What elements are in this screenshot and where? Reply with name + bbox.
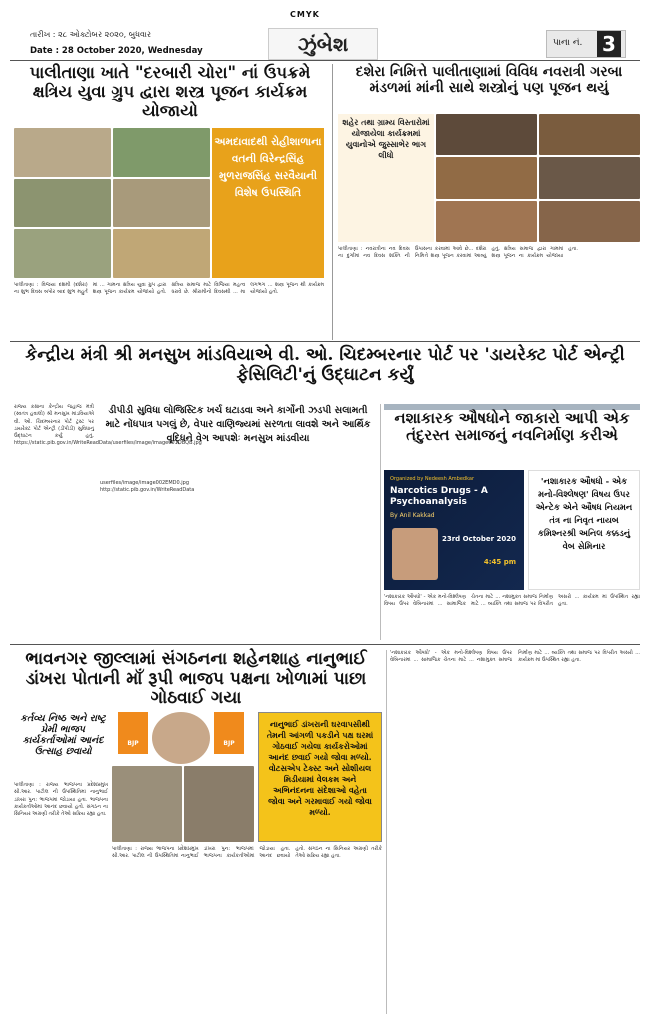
section-divider xyxy=(10,341,640,342)
story4-body-continued: 'નશાકારક ઔષધો' - એક મનો-વિશ્લેષણ વિષય ઉપર વેબિનારમાં ... સામાજિક ચેતના માટે ... નશામુક્ત સમાજ નિર્માણ માટે ... વ્યક્તિ તથા સમાજ પર વિપરીત અસરો ... કાર્યક્રમ માં ઉપસ્થિત રહ્યા હતા. xyxy=(390,650,640,664)
story2-side-panel xyxy=(338,114,434,242)
photo xyxy=(113,229,210,278)
story4-side-box: 'નશાકારક ઔષધો - એક મનો-વિશ્લેષણ' વિષય ઉપર એન્ટેક એને ઔષધ નિયમન તંત્ર ના નિવૃત નાયબ કમિશ્નરશ્રી અનિલ કક્કડનું વેબ સેમિનાર xyxy=(528,470,640,590)
photo xyxy=(112,766,182,842)
story5-quote: નાનુભાઈ ડાંખરાની ઘરવાપસીથી તેમની આંગળી પકડીને પક્ષ ઘરમાં ગોઠવાઈ ગયેલા કાર્યકરોઓમાં આનંદ છવાઈ ગયો જોવા મળ્યો. વોટસએપ ટેક્સ્ટ અને સોશીયલ મિડીયામાં વેલકમ અને અભિનંદનના સંદેશાઓ વહેતા જોવા અને ગરમાવાઈ ગયો જોવા મળ્યો. xyxy=(258,712,382,842)
photo xyxy=(14,179,111,228)
date-gujarati: તારીખ : ૨૮ ઓક્ટોબર ૨૦૨૦, બુધવાર xyxy=(30,30,152,39)
story3-body-col1: રાજ્ય કક્ષાના કેન્દ્રીય જહાજ મંત્રી (સ્વતંત્ર હવાલો) શ્રી મનસુખ માંડવિયાએ વી. ઓ. ચિદમ્બરનાર પોર્ટ ટ્રસ્ટ પર ડાયરેક્ટ પોર્ટ એન્ટ્રી (ડીપીડી) સુવિધાનું ઉદ્ઘાટન કર્યું હતું. https://static.pib.gov.in/WriteReadData/userfiles/image/image001OBQB.jpg xyxy=(14,404,202,447)
photo xyxy=(436,157,537,198)
page-number-box xyxy=(546,30,626,58)
date-english: Date : 28 October 2020, Wednesday xyxy=(30,46,203,56)
photo xyxy=(539,201,640,242)
photo xyxy=(436,201,537,242)
column-divider xyxy=(332,64,333,340)
story1-highlight-box: અમદાવાદથી રોહીશાળાના વતની વિરેન્દ્રસિંહ મુળરાજસિંહ સરવૈયાની વિશેષ ઉપસ્થિતિ xyxy=(212,128,324,278)
story1-photo-grid xyxy=(14,128,210,278)
story2-subhead: શહેર તથા ગ્રામ્ય વિસ્તારોમાં યોજાયેલા કાર્યક્રમમાં યુવાનોએ જુસ્સાભેર ભાગ લીધો xyxy=(342,117,430,160)
cmyk-mark: CMYK xyxy=(290,10,320,19)
photo xyxy=(539,114,640,155)
story2-body: પાલીતાણા : નવરાત્રીના નવ દિવસ ના દુર્ગામાં નવ દિવસ શક્તિ ની ઉપાસના કરવામાં આવે છે... દશેરા નિમિત્તે શસ્ત્ર પૂજન કરવામાં આવ્યું હતું. ક્ષત્રિય સમાજ દ્વારા ગામમાં શસ્ત્ર પૂજન ના કાર્યક્રમ યોજાયા હતા. xyxy=(338,246,578,260)
poster-speaker: By Anil Kakkad xyxy=(390,512,435,519)
newspaper-logo: ઝુંબેશ xyxy=(268,28,378,60)
masthead xyxy=(0,0,650,60)
story5-side-title: કર્તવ્ય નિષ્ઠ અને રાષ્ટ્ર પ્રેમી ભાજપ કાર્યકર્તાઓમાં આનંદ ઉત્સાહ છવાયો xyxy=(20,713,106,757)
leader-portrait xyxy=(152,712,210,764)
photo xyxy=(539,157,640,198)
poster-organizer: Organized by Nedeesh Ambedkar xyxy=(390,476,475,482)
webinar-poster xyxy=(384,470,524,590)
photo xyxy=(184,766,254,842)
poster-title: Narcotics Drugs - A Psychoanalysis xyxy=(390,486,488,507)
story4-headline: નશાકારક ઔષધોને જાકારો આપી એક તંદુરસ્ત સમાજનું નવનિર્માણ કરીએ xyxy=(384,410,640,466)
page-label: પાના નં. xyxy=(553,38,583,48)
story5-headline: ભાવનગર જીલ્લામાં સંગઠનના શહેનશાહ નાનુભાઈ ડાંખરા પોતાની માઁ રૂપી ભાજપ પક્ષના ખોળામાં પાછા ગોઠવાઈ ગયા xyxy=(25,649,367,709)
story3-headline: કેન્દ્રીય મંત્રી શ્રી મનસુખ માંડવિયાએ વી. ઓ. ચિદમ્બરનાર પોર્ટ પર 'ડાયરેક્ટ પોર્ટ એન્ટ્રી ફેસિલિટી'નું ઉદ્ઘાટન કર્યું xyxy=(25,345,625,385)
photo xyxy=(14,229,111,278)
story3-url[interactable]: http://static.pib.gov.in/WriteReadData xyxy=(100,487,195,494)
story2-headline: દશેરા નિમિત્તે પાલીતાણામાં વિવિધ નવરાત્રી ગરબા મંડળમાં માંની સાથે શસ્ત્રોનું પણ પૂજન થયું xyxy=(355,64,623,97)
poster-time: 4:45 pm xyxy=(483,558,516,566)
story2-photo-grid xyxy=(436,114,640,242)
story1-headline: પાલીતાણા ખાતે "દરબારી ચોરા" નાં ઉપક્રમે ક્ષત્રિય યુવા ગ્રુપ દ્વારા શસ્ત્ર પૂજન કાર્યક્રમ યોજાયો xyxy=(29,63,311,120)
story5-body-main: પાલીતાણા : રાજ્ય ભાજપના પ્રદેશપ્રમુખ સી.આર. પાટીલ ની ઉપસ્થિતિમાં નાનુભાઈ ડાંખરા પુન: ભાજપમાં જોડાયા હતા. ભાજપના કાર્યકર્તાઓમાં આનંદ છવાયો હતો. સંગઠન ના સિનિયર અગ્રણી તરીકે તેઓ સક્રિય રહ્યા હતા. xyxy=(112,846,382,860)
photo xyxy=(436,114,537,155)
header-divider xyxy=(10,60,640,61)
story1-body: પાલીતાણા : વિજયા દશમી (દશેરા) ના શુભ દિવસ બપોર બાદ શુભ મહુર્ત માં ... ગામના ક્ષત્રિય યુવા ગ્રુપ દ્વારા શસ્ત્ર પૂજન કાર્યક્રમ યોજાયો હતો. ક્ષત્રિય સમાજ માટે વિજિયા મહત્વ ધરાવે છે. શ્રીરામીનો દિવસથી ... મા લગભગ ... શસ્ત્ર પૂજન થી કાર્યક્રમ યોજાયો હતો. xyxy=(14,282,324,296)
column-divider xyxy=(380,404,381,640)
page-number: 3 xyxy=(597,31,621,57)
photo xyxy=(113,128,210,177)
story4-body-top: 'નશાકારક ઔષધો' - એક મનો-વિશ્લેષણ વિષય ઉપર વેબિનારમાં ... સામાજિક ચેતના માટે ... નશામુક્ત સમાજ નિર્માણ માટે ... વ્યક્તિ તથા સમાજ પર વિપરીત અસરો ... કાર્યક્રમ માં ઉપસ્થિત રહ્યા હતા. xyxy=(384,594,640,608)
speaker-photo xyxy=(392,528,438,580)
story5-body-col1: પાલીતાણા : રાજ્ય ભાજપના પ્રદેશપ્રમુખ સી.આર. પાટીલ ની ઉપસ્થિતિમાં નાનુભાઈ ડાંખરા પુન: ભાજપમાં જોડાયા હતા. ભાજપના કાર્યકર્તાઓમાં આનંદ છવાયો હતો. સંગઠન ના સિનિયર અગ્રણી તરીકે તેઓ સક્રિય રહ્યા હતા. xyxy=(14,782,108,818)
story3-deck: ડીપીડી સુવિધા લોજિસ્ટિક ખર્ચ ઘટાડવા અને કાર્ગોની ઝડપી સલામતી માટે નોંધપાત્ર પગલું છે, વેપાર વાણિજ્યમાં સરળતા લાવશે અને આર્થિક વૃદ્ધિને વેગ આપશેઃ મનસુખ માંડવીયા xyxy=(105,405,371,444)
story3-body-main xyxy=(100,480,376,632)
photo xyxy=(113,179,210,228)
poster-date: 23rd October 2020 xyxy=(441,535,516,543)
story3-link[interactable]: userfiles/image/image002EMD0.jpg xyxy=(100,480,190,486)
section-divider xyxy=(10,644,640,645)
photo xyxy=(14,128,111,177)
bjp-logo-right: BJP xyxy=(214,712,244,754)
bjp-logo-left: BJP xyxy=(118,712,148,754)
story5-photos xyxy=(112,766,254,842)
column-divider xyxy=(386,650,387,1014)
